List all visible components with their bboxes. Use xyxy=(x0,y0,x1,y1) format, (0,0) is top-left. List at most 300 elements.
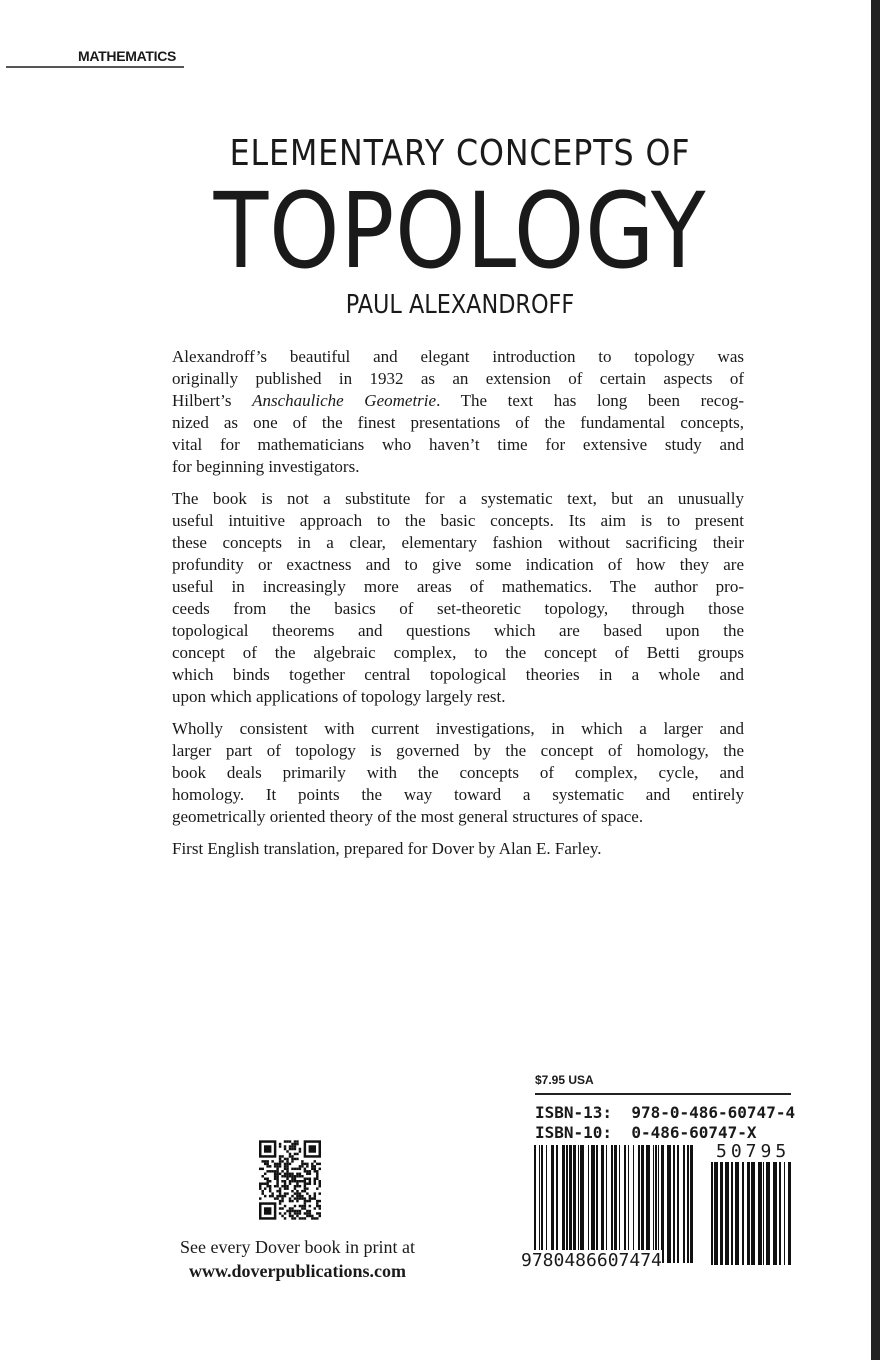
barcode-bar xyxy=(673,1145,675,1263)
text-segment: vital for mathematicians who haven’t time for extensive study and xyxy=(172,435,744,454)
barcode-bar xyxy=(653,1145,654,1263)
qr-module xyxy=(294,1158,296,1160)
qr-module xyxy=(311,1215,313,1217)
qr-module xyxy=(299,1210,301,1212)
qr-module xyxy=(314,1160,316,1162)
qr-module xyxy=(319,1192,321,1194)
barcode-bar xyxy=(677,1145,679,1263)
qr-module xyxy=(291,1190,293,1192)
qr-module xyxy=(291,1155,293,1157)
qr-module xyxy=(284,1212,286,1214)
promo-text: See every Dover book in print at xyxy=(180,1237,415,1257)
qr-module xyxy=(291,1195,293,1197)
qr-module xyxy=(309,1210,311,1212)
qr-module xyxy=(301,1190,303,1192)
text-segment: these concepts in a clear, elementary fashion without sacrificing their xyxy=(172,533,744,552)
qr-module xyxy=(296,1195,298,1197)
barcode-bar xyxy=(747,1162,750,1265)
qr-module xyxy=(296,1153,298,1155)
qr-module xyxy=(279,1158,281,1160)
qr-module xyxy=(279,1155,281,1157)
text-segment: book deals primarily with the concepts of complex, cycle, and xyxy=(172,763,744,782)
barcode-bar xyxy=(551,1145,554,1263)
text-segment: geometrically oriented theory of the most general structures of space. xyxy=(172,807,644,826)
text-segment: concept of the algebraic complex, to the concept of Betti groups xyxy=(172,643,744,662)
barcode-bar xyxy=(766,1162,770,1265)
qr-module xyxy=(316,1205,318,1207)
barcode-bar xyxy=(690,1145,693,1263)
book-title: TOPOLOGY xyxy=(213,170,707,292)
barcode-bar xyxy=(556,1145,558,1263)
barcode-digits-text: 9780486607474 xyxy=(521,1250,662,1271)
qr-module xyxy=(276,1165,278,1167)
qr-finder xyxy=(264,1145,271,1152)
text-line xyxy=(172,412,744,434)
qr-module xyxy=(316,1175,318,1177)
qr-module xyxy=(289,1163,291,1165)
text-segment: Alexandroff’s beautiful and elegant introduction to topology was xyxy=(172,347,744,366)
qr-module xyxy=(266,1180,268,1182)
qr-module xyxy=(296,1185,298,1187)
text-segment: The book is not a substitute for a systematic text, but an unusually xyxy=(172,489,744,508)
qr-module xyxy=(309,1173,311,1175)
text-segment: useful intuitive approach to the basic concepts. Its aim is to present xyxy=(172,511,744,530)
qr-module xyxy=(266,1160,268,1162)
qr-module xyxy=(289,1215,291,1217)
barcode-bar xyxy=(779,1162,781,1265)
qr-module xyxy=(294,1168,296,1170)
qr-module xyxy=(264,1187,266,1189)
qr-module xyxy=(319,1185,321,1187)
barcode-bar xyxy=(606,1145,607,1263)
text-line xyxy=(172,838,744,860)
qr-module xyxy=(284,1158,286,1160)
qr-module xyxy=(314,1192,316,1194)
qr-module xyxy=(284,1173,286,1175)
qr-module xyxy=(309,1200,311,1202)
qr-module xyxy=(319,1182,321,1184)
qr-module xyxy=(269,1180,271,1182)
barcode-bar xyxy=(614,1145,617,1263)
qr-module xyxy=(314,1168,316,1170)
barcode xyxy=(534,1145,696,1263)
qr-module xyxy=(284,1180,286,1182)
qr-module xyxy=(311,1165,313,1167)
qr-module xyxy=(316,1187,318,1189)
text-line xyxy=(172,510,744,532)
qr-module xyxy=(266,1170,268,1172)
qr-module xyxy=(311,1217,313,1219)
qr-module xyxy=(276,1175,278,1177)
qr-module xyxy=(264,1160,266,1162)
qr-code xyxy=(259,1140,321,1220)
qr-module xyxy=(309,1178,311,1180)
qr-module xyxy=(309,1197,311,1199)
qr-module xyxy=(279,1200,281,1202)
qr-module xyxy=(281,1215,283,1217)
text-line xyxy=(172,346,744,368)
description xyxy=(172,346,744,870)
qr-module xyxy=(299,1148,301,1150)
qr-module xyxy=(261,1160,263,1162)
qr-module xyxy=(304,1197,306,1199)
qr-module xyxy=(284,1182,286,1184)
qr-module xyxy=(294,1140,296,1142)
barcode-bar xyxy=(588,1145,589,1263)
qr-module xyxy=(314,1178,316,1180)
qr-module xyxy=(274,1173,276,1175)
text-line xyxy=(172,642,744,664)
qr-module xyxy=(314,1170,316,1172)
qr-module xyxy=(291,1180,293,1182)
qr-module xyxy=(284,1192,286,1194)
qr-module xyxy=(301,1180,303,1182)
qr-module xyxy=(289,1173,291,1175)
qr-module xyxy=(286,1163,288,1165)
qr-module xyxy=(289,1210,291,1212)
text-line xyxy=(172,368,744,390)
qr-module xyxy=(279,1163,281,1165)
barcode-bar xyxy=(578,1145,579,1263)
barcode-bar xyxy=(758,1162,762,1265)
qr-module xyxy=(299,1192,301,1194)
text-line xyxy=(172,740,744,762)
barcode-bar xyxy=(735,1162,739,1265)
qr-module xyxy=(309,1180,311,1182)
qr-module xyxy=(294,1175,296,1177)
qr-module xyxy=(261,1190,263,1192)
qr-module xyxy=(319,1168,321,1170)
qr-module xyxy=(294,1192,296,1194)
qr-module xyxy=(299,1165,301,1167)
qr-module xyxy=(301,1217,303,1219)
qr-module xyxy=(294,1180,296,1182)
qr-module xyxy=(299,1175,301,1177)
qr-module xyxy=(301,1205,303,1207)
qr-module xyxy=(271,1192,273,1194)
qr-module xyxy=(304,1163,306,1165)
qr-module xyxy=(286,1160,288,1162)
qr-module xyxy=(259,1168,261,1170)
qr-module xyxy=(319,1215,321,1217)
text-segment: profundity or exactness and to give some indication of how they are xyxy=(172,555,744,574)
barcode-bar xyxy=(562,1145,565,1263)
qr-module xyxy=(266,1163,268,1165)
qr-module xyxy=(261,1175,263,1177)
qr-module xyxy=(304,1212,306,1214)
qr-module xyxy=(286,1185,288,1187)
qr-module xyxy=(286,1170,288,1172)
qr-module xyxy=(299,1150,301,1152)
barcode-bar xyxy=(633,1145,634,1263)
barcode-bar xyxy=(661,1145,664,1263)
qr-module xyxy=(266,1178,268,1180)
barcode-bar xyxy=(596,1145,598,1263)
qr-module xyxy=(276,1178,278,1180)
qr-module xyxy=(306,1212,308,1214)
text-segment: topological theorems and questions which are based upon the xyxy=(172,621,744,640)
qr-module xyxy=(289,1207,291,1209)
qr-module xyxy=(299,1212,301,1214)
qr-module xyxy=(279,1190,281,1192)
isbn-10: ISBN-10: 0-486-60747-X xyxy=(535,1123,757,1142)
isbn-13: ISBN-13: 978-0-486-60747-4 xyxy=(535,1103,796,1122)
qr-module xyxy=(296,1158,298,1160)
barcode-bar xyxy=(725,1162,729,1265)
qr-module xyxy=(309,1215,311,1217)
text-line xyxy=(172,390,744,412)
qr-module xyxy=(291,1207,293,1209)
barcode-bar xyxy=(638,1145,640,1263)
qr-module xyxy=(294,1153,296,1155)
qr-module xyxy=(304,1182,306,1184)
qr-module xyxy=(304,1168,306,1170)
qr-module xyxy=(316,1163,318,1165)
price: $7.95 USA xyxy=(535,1073,594,1087)
qr-module xyxy=(284,1217,286,1219)
qr-module xyxy=(299,1180,301,1182)
barcode-bar xyxy=(773,1162,777,1265)
qr-module xyxy=(301,1197,303,1199)
qr-module xyxy=(269,1170,271,1172)
qr-module xyxy=(299,1185,301,1187)
qr-module xyxy=(309,1212,311,1214)
price-rule xyxy=(535,1093,791,1095)
barcode-bar xyxy=(784,1162,785,1265)
qr-module xyxy=(261,1192,263,1194)
qr-module xyxy=(304,1178,306,1180)
qr-module xyxy=(309,1205,311,1207)
qr-module xyxy=(271,1160,273,1162)
qr-module xyxy=(316,1178,318,1180)
barcode-bar xyxy=(720,1162,723,1265)
qr-module xyxy=(291,1168,293,1170)
qr-module xyxy=(291,1217,293,1219)
barcode-bar xyxy=(591,1145,595,1263)
qr-module xyxy=(306,1215,308,1217)
qr-module xyxy=(286,1168,288,1170)
qr-module xyxy=(281,1160,283,1162)
qr-module xyxy=(299,1168,301,1170)
isbn-block xyxy=(535,1103,795,1143)
qr-module xyxy=(276,1163,278,1165)
qr-module xyxy=(306,1192,308,1194)
text-segment: ceeds from the basics of set-theoretic topology, through those xyxy=(172,599,744,618)
qr-module xyxy=(281,1175,283,1177)
qr-module xyxy=(296,1215,298,1217)
barcode-bar xyxy=(687,1145,689,1263)
barcode-bar xyxy=(714,1162,718,1265)
qr-module xyxy=(279,1173,281,1175)
text-line xyxy=(172,434,744,456)
qr-module xyxy=(291,1178,293,1180)
qr-module xyxy=(289,1200,291,1202)
qr-module xyxy=(309,1182,311,1184)
qr-module xyxy=(269,1190,271,1192)
qr-module xyxy=(276,1173,278,1175)
barcode-bar xyxy=(763,1162,764,1265)
barcode-bar xyxy=(751,1162,755,1265)
text-line xyxy=(172,806,744,828)
qr-module xyxy=(269,1165,271,1167)
qr-module xyxy=(306,1170,308,1172)
qr-module xyxy=(306,1182,308,1184)
barcode-bar xyxy=(534,1145,536,1263)
qr-module xyxy=(316,1217,318,1219)
qr-module xyxy=(284,1175,286,1177)
qr-module xyxy=(276,1190,278,1192)
qr-module xyxy=(296,1173,298,1175)
qr-module xyxy=(314,1217,316,1219)
qr-module xyxy=(279,1192,281,1194)
qr-module xyxy=(306,1187,308,1189)
qr-module xyxy=(286,1165,288,1167)
qr-module xyxy=(301,1207,303,1209)
qr-module xyxy=(304,1207,306,1209)
qr-module xyxy=(294,1178,296,1180)
qr-module xyxy=(301,1195,303,1197)
qr-module xyxy=(294,1217,296,1219)
qr-module xyxy=(296,1168,298,1170)
qr-module xyxy=(289,1145,291,1147)
qr-module xyxy=(281,1200,283,1202)
qr-module xyxy=(281,1185,283,1187)
text-line xyxy=(172,664,744,686)
qr-module xyxy=(259,1187,261,1189)
barcode-bar xyxy=(667,1145,671,1263)
qr-finder xyxy=(309,1145,316,1152)
qr-module xyxy=(291,1200,293,1202)
qr-module xyxy=(291,1160,293,1162)
qr-module xyxy=(306,1165,308,1167)
qr-module xyxy=(264,1195,266,1197)
qr-module xyxy=(319,1207,321,1209)
qr-module xyxy=(296,1143,298,1145)
qr-module xyxy=(279,1143,281,1145)
qr-module xyxy=(291,1215,293,1217)
qr-module xyxy=(264,1173,266,1175)
qr-module xyxy=(294,1185,296,1187)
qr-module xyxy=(304,1180,306,1182)
barcode-bar xyxy=(539,1145,540,1263)
qr-module xyxy=(304,1185,306,1187)
qr-module xyxy=(289,1155,291,1157)
qr-module xyxy=(304,1202,306,1204)
text-line xyxy=(172,598,744,620)
qr-module xyxy=(294,1148,296,1150)
barcode-bar xyxy=(655,1145,657,1263)
qr-module xyxy=(291,1143,293,1145)
text-line xyxy=(172,784,744,806)
book-author: PAUL ALEXANDROFF xyxy=(345,290,575,320)
qr-module xyxy=(284,1195,286,1197)
qr-module xyxy=(286,1210,288,1212)
qr-module xyxy=(281,1197,283,1199)
qr-module xyxy=(299,1217,301,1219)
text-segment: . The text has long been recog- xyxy=(436,391,744,410)
qr-module xyxy=(316,1173,318,1175)
qr-module xyxy=(311,1197,313,1199)
qr-module xyxy=(289,1148,291,1150)
qr-module xyxy=(264,1182,266,1184)
qr-module xyxy=(289,1140,291,1142)
qr-module xyxy=(284,1140,286,1142)
qr-module xyxy=(294,1145,296,1147)
qr-module xyxy=(294,1197,296,1199)
qr-module xyxy=(304,1217,306,1219)
qr-module xyxy=(296,1192,298,1194)
qr-module xyxy=(276,1170,278,1172)
qr-module xyxy=(304,1170,306,1172)
qr-module xyxy=(274,1197,276,1199)
qr-module xyxy=(266,1182,268,1184)
qr-module xyxy=(276,1185,278,1187)
qr-module xyxy=(301,1165,303,1167)
text-line xyxy=(172,620,744,642)
qr-module xyxy=(306,1200,308,1202)
qr-module xyxy=(299,1197,301,1199)
qr-module xyxy=(276,1195,278,1197)
qr-module xyxy=(266,1185,268,1187)
qr-module xyxy=(296,1212,298,1214)
qr-module xyxy=(296,1210,298,1212)
qr-module xyxy=(289,1180,291,1182)
barcode-bar xyxy=(569,1145,572,1263)
qr-module xyxy=(286,1150,288,1152)
text-segment: Hilbert’s xyxy=(172,391,253,410)
qr-module xyxy=(289,1212,291,1214)
qr-module xyxy=(309,1170,311,1172)
barcode-bar xyxy=(628,1145,629,1263)
qr-module xyxy=(281,1195,283,1197)
qr-module xyxy=(291,1148,293,1150)
text-segment: First English translation, prepared for Dover by Alan E. Farley. xyxy=(172,839,602,858)
qr-module xyxy=(259,1185,261,1187)
website-url[interactable]: www.doverpublications.com xyxy=(188,1261,406,1281)
addon-barcode xyxy=(711,1162,791,1265)
text-line xyxy=(172,762,744,784)
qr-module xyxy=(286,1187,288,1189)
qr-module xyxy=(279,1165,281,1167)
qr-module xyxy=(264,1178,266,1180)
qr-module xyxy=(284,1148,286,1150)
qr-module xyxy=(294,1210,296,1212)
text-segment: Wholly consistent with current investigations, in which a larger and xyxy=(172,719,744,738)
qr-module xyxy=(279,1160,281,1162)
qr-module xyxy=(284,1145,286,1147)
qr-module xyxy=(271,1170,273,1172)
qr-module xyxy=(269,1185,271,1187)
qr-module xyxy=(261,1182,263,1184)
qr-module xyxy=(296,1140,298,1142)
qr-module xyxy=(281,1170,283,1172)
description-paragraph xyxy=(172,838,744,860)
qr-module xyxy=(296,1182,298,1184)
qr-module xyxy=(306,1210,308,1212)
text-line xyxy=(172,554,744,576)
description-paragraph xyxy=(172,718,744,828)
qr-module xyxy=(311,1163,313,1165)
qr-module xyxy=(296,1190,298,1192)
addon-digits: 50795 xyxy=(716,1141,791,1162)
qr-module xyxy=(311,1168,313,1170)
qr-module xyxy=(271,1195,273,1197)
qr-module xyxy=(274,1165,276,1167)
qr-module xyxy=(306,1163,308,1165)
qr-module xyxy=(299,1195,301,1197)
barcode-bar xyxy=(566,1145,568,1263)
qr-module xyxy=(281,1155,283,1157)
